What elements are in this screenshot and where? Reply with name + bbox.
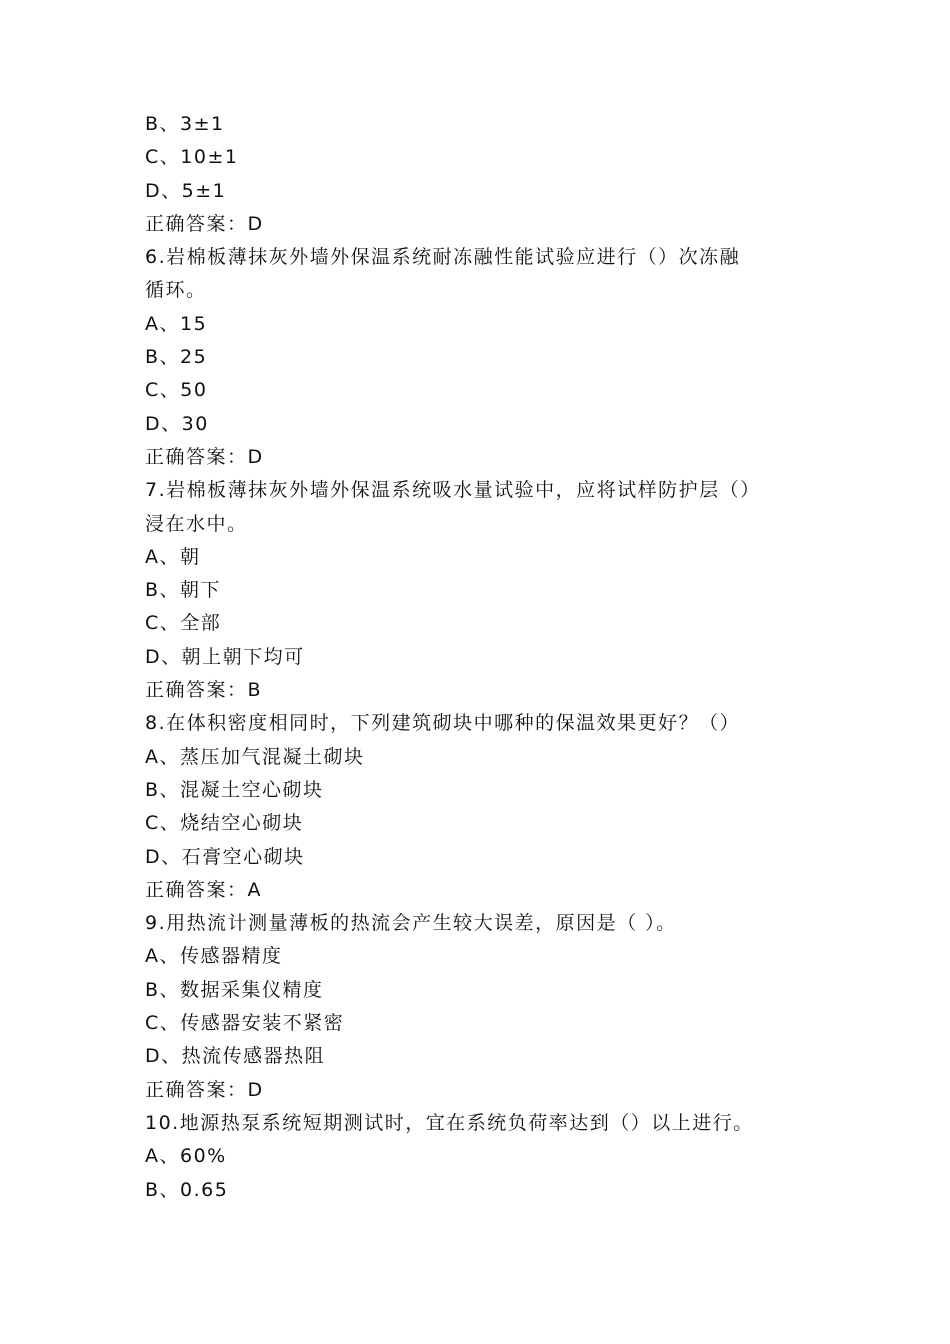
option-line: C、传感器安装不紧密 [145,1012,345,1035]
answer-line: 正确答案：D [145,1078,264,1101]
question-line: 浸在水中。 [145,512,248,535]
question-line: 10.地源热泵系统短期测试时，宜在系统负荷率达到（）以上进行。 [145,1111,754,1134]
option-line: D、热流传感器热阻 [145,1045,326,1068]
option-line: D、朝上朝下均可 [145,645,305,668]
option-line: B、朝下 [145,579,222,602]
option-line: C、50 [145,379,208,402]
option-line: D、30 [145,412,209,435]
option-line: B、0.65 [145,1178,229,1201]
question-line: 8.在体积密度相同时，下列建筑砌块中哪种的保温效果更好？（） [145,712,741,735]
option-line: B、数据采集仪精度 [145,978,324,1001]
option-line: C、全部 [145,612,222,635]
option-line: B、25 [145,346,208,369]
question-line: 7.岩棉板薄抹灰外墙外保温系统吸水量试验中，应将试样防护层（） [145,479,761,502]
option-line: A、传感器精度 [145,945,283,968]
option-line: C、烧结空心砌块 [145,812,304,835]
option-line: B、3±1 [145,113,225,135]
question-line: 9.用热流计测量薄板的热流会产生较大误差，原因是（ ）。 [145,912,677,935]
question-line: 循环。 [145,279,207,302]
document-page [145,108,825,1207]
question-line: 6.岩棉板薄抹灰外墙外保温系统耐冻融性能试验应进行（）次冻融 [145,246,741,269]
option-line: B、混凝土空心砌块 [145,778,324,801]
option-line: A、蒸压加气混凝土砌块 [145,745,365,768]
answer-line: 正确答案：B [145,679,263,702]
option-line: D、石膏空心砌块 [145,845,305,868]
option-line: A、60% [145,1145,227,1168]
option-line: A、朝 [145,545,201,568]
option-line: D、5±1 [145,179,227,202]
answer-line: 正确答案：D [145,445,264,468]
answer-line: 正确答案：A [145,878,262,901]
answer-line: 正确答案：D [145,212,264,235]
option-line: A、15 [145,312,208,335]
option-line: C、10±1 [145,146,239,169]
